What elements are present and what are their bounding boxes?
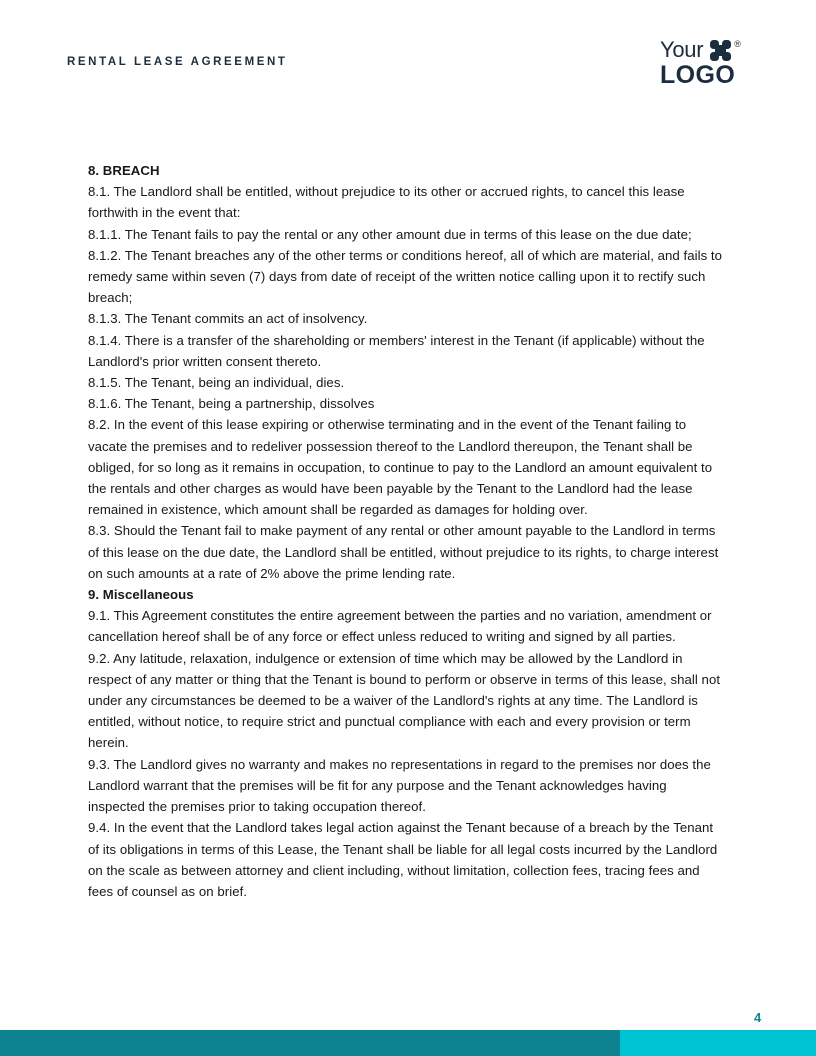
body-paragraph: 8.1.4. There is a transfer of the shareholding or members' interest in the Tenant (if applicable) without the Landlord's prior written consent thereto. [88, 332, 705, 369]
page-header [0, 0, 816, 120]
body-paragraph: 9.2. Any latitude, relaxation, indulgence or extension of time which may be allowed by the Landlord in respect of any matter or thing that the Tenant is bound to perform or observe in terms of this lease, shall not under any circumstances be deemed to be a waiver of the Landlord's rights at any time. The Landlord is entitled, without notice, to require strict and punctual compliance with each and every provision or term herein. [88, 650, 721, 751]
company-logo [660, 38, 768, 88]
body-paragraph: 8.2. In the event of this lease expiring or otherwise terminating and in the event of the Tenant failing to vacate the premises and to redeliver possession thereof to the Landlord thereupon, the Tenant shall be obliged, for so long as it remains in occupation, to continue to pay to the Landlord an amount equivalent to the rentals and other charges as would have been payable by the Tenant to the Landlord had the lease remained in existence, which amount shall be regarded as damages for holding over. [88, 417, 713, 518]
body-paragraph: 8.1.3. The Tenant commits an act of insolvency. [88, 311, 368, 327]
footer-bar [0, 1030, 816, 1056]
body-paragraph: 9.1. This Agreement constitutes the entire agreement between the parties and no variation, amendment or cancellation hereof shall be of any force or effect unless reduced to writing and signed by all parties. [88, 608, 712, 645]
page-number: 4 [754, 1010, 762, 1025]
body-paragraph: 9.3. The Landlord gives no warranty and makes no representations in regard to the premises nor does the Landlord warrant that the premises will be fit for any purpose and the Tenant acknowledges having inspected the premises prior to taking occupation thereof. [88, 756, 711, 815]
body-paragraph: 8.1.5. The Tenant, being an individual, dies. [88, 375, 345, 391]
logo-text-logo: LOGO [660, 61, 736, 89]
logo-text-your: Your [660, 37, 704, 62]
footer-bar-dark-segment [0, 1030, 620, 1056]
body-paragraph: 9.4. In the event that the Landlord takes legal action against the Tenant because of a breach by the Tenant of its obligations in terms of this Lease, the Tenant shall be liable for all legal costs incurred by the Landlord on the scale as between attorney and client including, without limitation, collection fees, tracing fees and fees of counsel as on brief. [88, 820, 718, 899]
page-title: RENTAL LEASE AGREEMENT [67, 56, 288, 68]
logo-top-row [660, 38, 741, 62]
section-heading: 8. BREACH [88, 163, 160, 178]
body-paragraph: 8.1. The Landlord shall be entitled, without prejudice to its other or accrued rights, to cancel this lease forthwith in the event that: [88, 184, 685, 221]
footer-bar-bright-segment [620, 1030, 816, 1056]
quatrefoil-logo-icon [710, 40, 731, 61]
document-body [88, 160, 724, 902]
registered-trademark-icon: ® [734, 39, 741, 49]
body-paragraph: 8.3. Should the Tenant fail to make payment of any rental or other amount payable to the Landlord in terms of this lease on the due date, the Landlord shall be entitled, without prejudice to its rights, to charge interest on such amounts at a rate of 2% above the prime lending rate. [88, 523, 719, 581]
section-heading: 9. Miscellaneous [88, 587, 194, 603]
body-paragraph: 8.1.6. The Tenant, being a partnership, dissolves [88, 396, 375, 412]
body-paragraph: 8.1.2. The Tenant breaches any of the other terms or conditions hereof, all of which are material, and fails to remedy same within seven (7) days from date of receipt of the written notice calling upon it to rectify such breach; [88, 247, 723, 306]
body-paragraph: 8.1.1. The Tenant fails to pay the rental or any other amount due in terms of this lease on the due date; [88, 226, 692, 242]
